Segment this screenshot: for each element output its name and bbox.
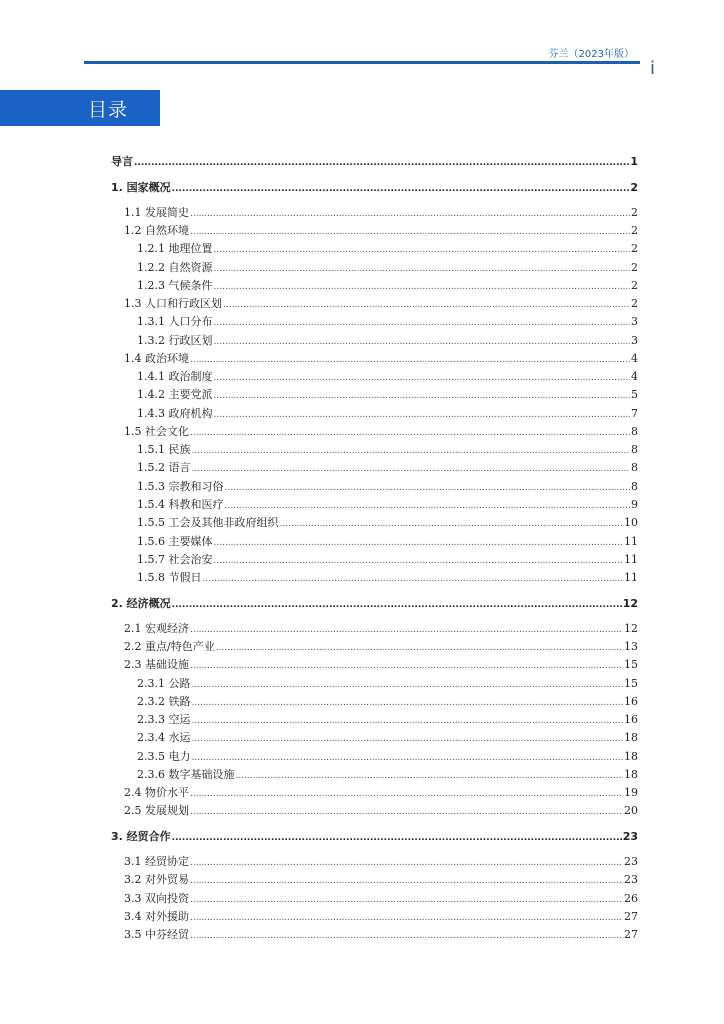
toc-entry[interactable] [0,297,638,312]
dot-leader [172,598,622,612]
toc-entry-page: 2 [630,181,638,194]
dot-leader [214,371,631,385]
toc-entry-page: 5 [631,388,638,401]
toc-entry[interactable] [0,279,638,294]
toc-entry[interactable] [0,480,638,495]
toc-entry-page: 2 [631,206,638,219]
dot-leader [190,856,623,870]
dot-leader [214,262,631,276]
toc-entry[interactable] [0,873,638,888]
toc-entry-page: 18 [624,768,638,781]
dot-leader [190,787,623,801]
toc-entry-label: 1.5.4 科教和医疗 [137,498,224,511]
toc-entry[interactable] [0,498,638,513]
toc-entry-label: 2.3.6 数字基础设施 [137,768,235,781]
dot-leader [190,805,623,819]
toc-entry-label: 3.1 经贸协定 [124,855,189,868]
toc-entry-label: 2.3 基础设施 [124,658,189,671]
toc-entry-label: 1.4.2 主要党派 [137,388,213,401]
toc-entry[interactable] [0,750,638,765]
toc-entry[interactable] [0,804,638,819]
header-title: 芬兰（2023年版） [548,49,634,60]
toc-entry[interactable] [0,892,638,907]
toc-entry-page: 9 [631,498,638,511]
toc-entry[interactable] [0,553,638,568]
toc-entry[interactable] [0,677,638,692]
dot-leader [192,696,624,710]
toc-entry-label: 1.1 发展简史 [124,206,189,219]
toc-entry[interactable] [0,768,638,783]
dot-leader [190,207,630,221]
toc-entry[interactable] [0,242,638,257]
toc-entry-label: 1.3 人口和行政区划 [124,297,222,310]
toc-entry[interactable] [0,640,638,655]
toc-entry[interactable] [0,910,638,925]
toc-entry[interactable] [0,928,638,943]
dot-leader [190,874,623,888]
dot-leader [203,572,624,586]
toc-entry[interactable] [0,830,638,845]
toc-entry-label: 1.2.3 气候条件 [137,279,213,292]
toc-entry-page: 16 [624,713,638,726]
toc-entry-label: 1.5.7 社会治安 [137,553,213,566]
toc-entry-page: 11 [624,553,638,566]
toc-entry-label: 1.5.6 主要媒体 [137,535,213,548]
toc-entry-page: 15 [624,658,638,671]
toc-entry-label: 1.4.1 政治制度 [137,370,213,383]
toc-entry[interactable] [0,535,638,550]
dot-leader [192,751,624,765]
toc-entry-page: 8 [631,425,638,438]
dot-leader [190,225,630,239]
dot-leader [172,182,630,196]
toc-entry[interactable] [0,695,638,710]
toc-entry-page: 20 [624,804,638,817]
toc-entry[interactable] [0,224,638,239]
toc-entry[interactable] [0,352,638,367]
toc-entry-page: 23 [624,855,638,868]
toc-entry[interactable] [0,181,638,196]
dot-leader [214,280,631,294]
toc-entry-label: 2.3.4 水运 [137,731,191,744]
toc-entry-page: 10 [624,516,638,529]
dot-leader [214,408,631,422]
toc-entry-page: 3 [631,334,638,347]
toc-entry-page: 11 [624,571,638,584]
toc-entry-label: 2.3.5 电力 [137,750,191,763]
toc-entry-page: 19 [624,786,638,799]
toc-entry[interactable] [0,855,638,870]
dot-leader [190,911,623,925]
toc-entry[interactable] [0,731,638,746]
toc-entry[interactable] [0,407,638,422]
dot-leader [214,316,631,330]
toc-entry-label: 1.5.1 民族 [137,443,191,456]
dot-leader [214,554,624,568]
toc-entry-page: 8 [631,443,638,456]
toc-entry-page: 4 [631,370,638,383]
dot-leader [190,929,623,943]
toc-entry-page: 1 [630,155,638,168]
toc-entry[interactable] [0,443,638,458]
toc-entry[interactable] [0,425,638,440]
toc-heading: 目录 [88,99,129,121]
dot-leader [214,536,624,550]
toc-entry-label: 3.3 双向投资 [124,892,189,905]
dot-leader [192,732,624,746]
toc-entry-label: 1.2.2 自然资源 [137,261,213,274]
toc-entry-label: 1.3.1 人口分布 [137,315,213,328]
toc-entry-page: 18 [624,731,638,744]
toc-entry-page: 12 [624,622,638,635]
toc-entry-page: 2 [631,297,638,310]
toc-entry-label: 2.1 宏观经济 [124,622,189,635]
toc-entry[interactable] [0,206,638,221]
toc-entry-page: 8 [631,461,638,474]
toc-entry-page: 23 [622,830,638,843]
toc-entry-page: 2 [631,279,638,292]
toc-entry-page: 13 [624,640,638,653]
toc-entry-page: 26 [624,892,638,905]
dot-leader [236,769,624,783]
toc-entry[interactable] [0,786,638,801]
dot-leader [225,499,631,513]
toc-entry-label: 3. 经贸合作 [111,830,171,843]
toc-entry-label: 2.3.3 空运 [137,713,191,726]
toc-entry-page: 16 [624,695,638,708]
toc-entry[interactable] [0,713,638,728]
toc-entry-label: 2.3.1 公路 [137,677,191,690]
toc-entry-page: 15 [624,677,638,690]
toc-entry-page: 11 [624,535,638,548]
dot-leader [190,353,630,367]
toc-entry-label: 3.2 对外贸易 [124,873,189,886]
dot-leader [216,641,623,655]
dot-leader [190,426,630,440]
dot-leader [192,444,631,458]
toc-entry-page: 23 [624,873,638,886]
toc-entry-page: 4 [631,352,638,365]
toc-entry-label: 3.4 对外援助 [124,910,189,923]
dot-leader [134,156,629,170]
toc-entry[interactable] [0,315,638,330]
dot-leader [190,893,623,907]
toc-entry[interactable] [0,571,638,586]
toc-entry[interactable] [0,388,638,403]
toc-entry-label: 2.4 物价水平 [124,786,189,799]
toc-entry-label: 2.3.2 铁路 [137,695,191,708]
toc-entry[interactable] [0,658,638,673]
toc-entry-label: 1.5.3 宗教和习俗 [137,480,224,493]
toc-entry-label: 2. 经济概况 [111,597,171,610]
toc-entry[interactable] [0,155,638,170]
dot-leader [172,831,622,845]
toc-entry-page: 18 [624,750,638,763]
toc-entry[interactable] [0,516,638,531]
dot-leader [192,678,624,692]
dot-leader [192,714,624,728]
toc-entry[interactable] [0,370,638,385]
toc-entry-label: 1.2.1 地理位置 [137,242,213,255]
dot-leader [190,623,623,637]
toc-entry-label: 1. 国家概况 [111,181,171,194]
page-number: i [650,58,656,79]
toc-entry-label: 1.5.5 工会及其他非政府组织 [137,516,279,529]
toc-entry-page: 2 [631,261,638,274]
toc-entry-label: 1.5 社会文化 [124,425,189,438]
toc-entry-page: 2 [631,242,638,255]
toc-entry[interactable] [0,622,638,637]
toc-entry[interactable] [0,461,638,476]
toc-entry-label: 2.5 发展规划 [124,804,189,817]
dot-leader [192,462,631,476]
toc-entry[interactable] [0,597,638,612]
toc-entry-label: 1.3.2 行政区划 [137,334,213,347]
dot-leader [223,298,630,312]
dot-leader [280,517,624,531]
dot-leader [214,335,631,349]
dot-leader [214,389,631,403]
dot-leader [214,243,631,257]
toc-entry-page: 7 [631,407,638,420]
toc-entry-page: 27 [624,928,638,941]
toc-entry-label: 1.4.3 政府机构 [137,407,213,420]
toc-entry-page: 27 [624,910,638,923]
toc-entry-label: 1.5.8 节假日 [137,571,202,584]
toc-entry-page: 12 [622,597,638,610]
toc-entry[interactable] [0,334,638,349]
dot-leader [225,481,631,495]
toc-entry-label: 导言 [111,155,133,168]
toc-entry-page: 3 [631,315,638,328]
toc-entry-label: 1.4 政治环境 [124,352,189,365]
toc-entry-page: 2 [631,224,638,237]
toc-entry-page: 8 [631,480,638,493]
toc-entry-label: 3.5 中芬经贸 [124,928,189,941]
toc-entry-label: 1.5.2 语言 [137,461,191,474]
toc-entry-label: 2.2 重点/特色产业 [124,640,215,653]
dot-leader [190,659,623,673]
toc-entry[interactable] [0,261,638,276]
toc-entry-label: 1.2 自然环境 [124,224,189,237]
